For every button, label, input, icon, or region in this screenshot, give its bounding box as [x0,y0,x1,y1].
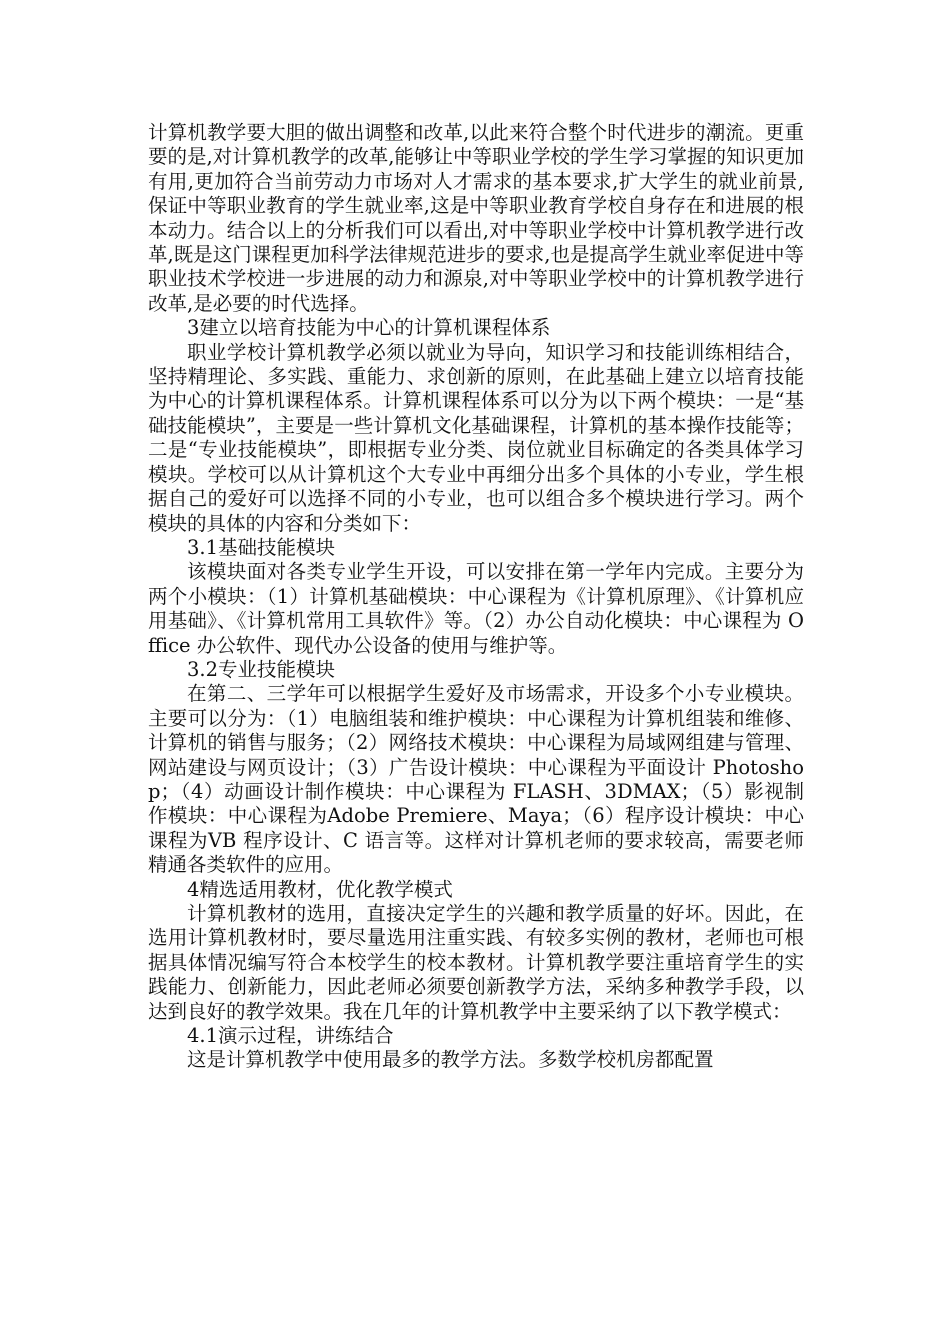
section-heading-3: 3建立以培育技能为中心的计算机课程体系 [187,316,551,340]
paragraph-section-3-2: 在第二、三学年可以根据学生爱好及市场需求，开设多个小专业模块。主要可以分为：（1）电脑组装和维护模块：中心课程为计算机组装和维修、计算机的销售与服务；（2）网络技术模块：中心课程为局域网组建与管理、网站建设与网页设计；（3）广告设计模块：中心课程为平面设计 Photoshop；（4）动画设计制作模块：中心课程为 FLASH、3DMAX；（5）影视制作模块：中心课程为Adobe Premiere、Maya；（6）程序设计模块：中心课程为VB 程序设计、C 语言等。这样对计算机老师的要求较高，需要老师精通各类软件的应用。 [148,682,804,877]
document-body [148,121,804,1073]
section-heading-4: 4精选适用教材，优化教学模式 [187,877,453,901]
paragraph-section-4-1: 这是计算机教学中使用最多的教学方法。多数学校机房都配置 [187,1048,714,1072]
section-heading-3-2: 3.2专业技能模块 [187,657,336,681]
paragraph-section-3: 职业学校计算机教学必须以就业为导向，知识学习和技能训练相结合，坚持精理论、多实践、重能力、求创新的原则，在此基础上建立以培育技能为中心的计算机课程体系。计算机课程体系可以分为以下两个模块：一是“基础技能模块”，主要是一些计算机文化基础课程，计算机的基本操作技能等；二是“专业技能模块”，即根据专业分类、岗位就业目标确定的各类具体学习模块。学校可以从计算机这个大专业中再细分出多个具体的小专业，学生根据自己的爱好可以选择不同的小专业，也可以组合多个模块进行学习。两个模块的具体的内容和分类如下： [148,340,804,535]
section-heading-3-1: 3.1基础技能模块 [187,535,336,559]
paragraph-intro: 计算机教学要大胆的做出调整和改革,以此来符合整个时代进步的潮流。更重要的是,对计算机教学的改革,能够让中等职业学校的学生学习掌握的知识更加有用,更加符合当前劳动力市场对人才需求的基本要求,扩大学生的就业前景,保证中等职业教育的学生就业率,这是中等职业教育学校自身存在和进展的根本动力。结合以上的分析我们可以看出,对中等职业学校中计算机教学进行改革,既是这门课程更加科学法律规范进步的要求,也是提高学生就业率促进中等职业技术学校进一步进展的动力和源泉,对中等职业学校中的计算机教学进行改革,是必要的时代选择。 [148,121,804,315]
paragraph-section-4: 计算机教材的选用，直接决定学生的兴趣和教学质量的好坏。因此，在选用计算机教材时，要尽量选用注重实践、有较多实例的教材，老师也可根据具体情况编写符合本校学生的校本教材。计算机教学要注重培育学生的实践能力、创新能力，因此老师必须要创新教学方法，采纳多种教学手段，以达到良好的教学效果。我在几年的计算机教学中主要采纳了以下教学模式： [148,902,804,1023]
section-heading-4-1: 4.1演示过程，讲练结合 [187,1024,394,1048]
paragraph-section-3-1: 该模块面对各类专业学生开设，可以安排在第一学年内完成。主要分为两个小模块：（1）计算机基础模块：中心课程为《计算机原理》、《计算机应用基础》、《计算机常用工具软件》等。（2）办公自动化模块：中心课程为 Office 办公软件、现代办公设备的使用与维护等。 [148,560,804,657]
